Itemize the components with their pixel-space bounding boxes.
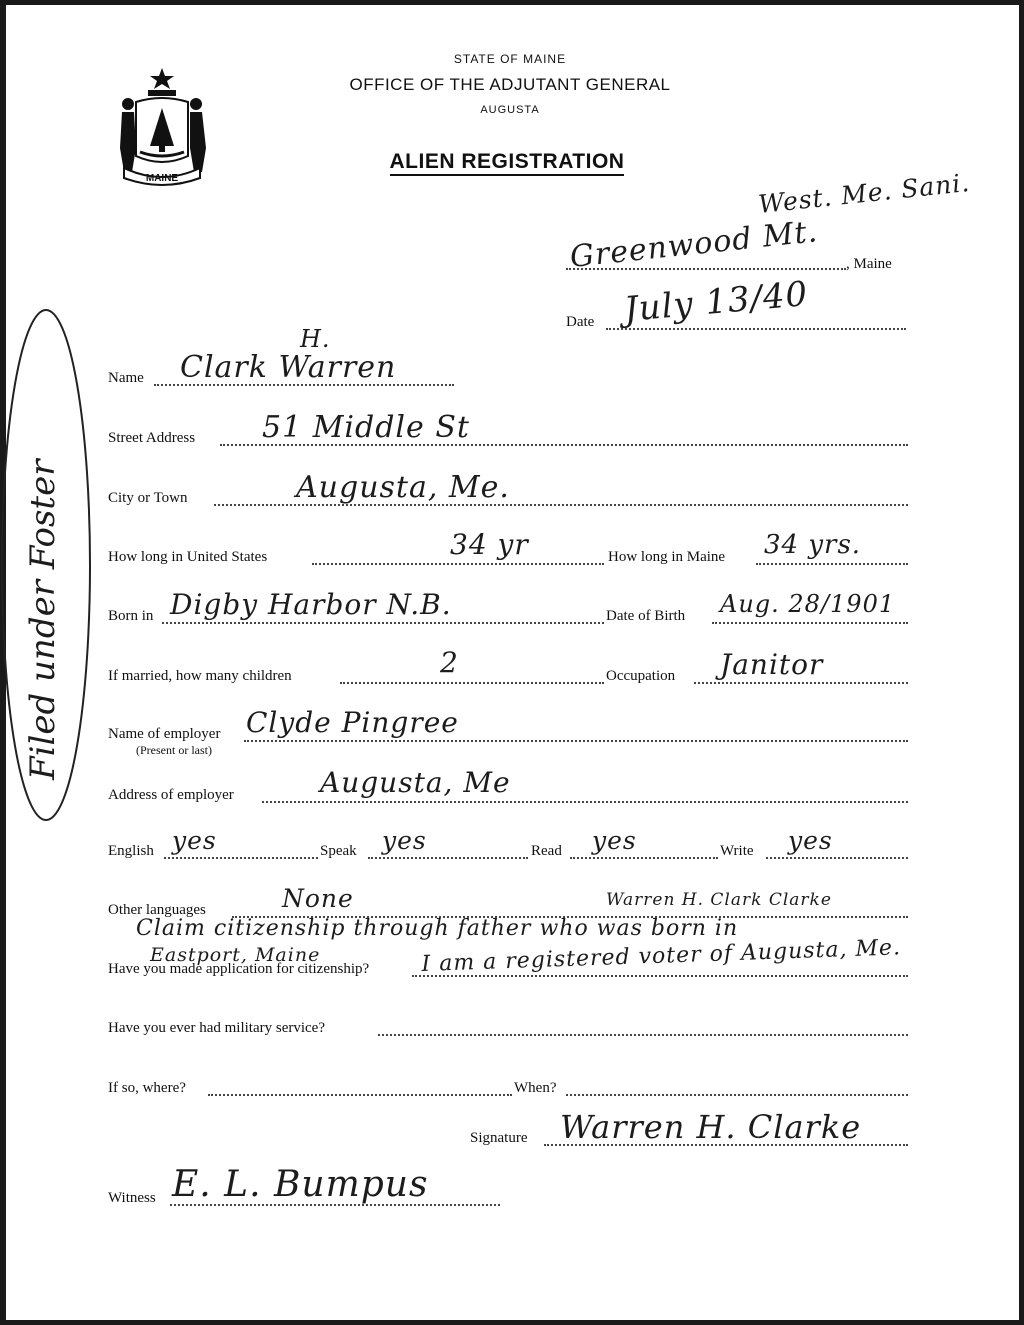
- name-label: Name: [108, 370, 144, 386]
- city-label: City or Town: [108, 490, 188, 506]
- read-label: Read: [531, 843, 562, 859]
- scan-border-right: [1019, 0, 1024, 1325]
- signature-label: Signature: [470, 1130, 528, 1146]
- handwritten-claim-place: Eastport, Maine: [150, 944, 321, 966]
- header-office: OFFICE OF THE ADJUTANT GENERAL: [349, 75, 671, 94]
- date-line: [606, 328, 906, 330]
- scan-border-top: [0, 0, 1024, 5]
- witness-label: Witness: [108, 1190, 156, 1206]
- how-long-maine-label: How long in Maine: [608, 549, 726, 565]
- handwritten-speak: yes: [382, 826, 427, 855]
- svg-text:MAINE: MAINE: [145, 173, 179, 184]
- read-line: [570, 857, 718, 859]
- handwritten-years-maine: 34 yrs.: [764, 530, 862, 560]
- handwritten-employer-address: Augusta, Me: [320, 766, 511, 799]
- handwritten-witness: E. L. Bumpus: [172, 1164, 429, 1205]
- write-line: [766, 857, 908, 859]
- how-long-us-line: [312, 563, 604, 565]
- occupation-label: Occupation: [606, 668, 676, 684]
- handwritten-years-us: 34 yr: [450, 528, 529, 561]
- form-title: ALIEN REGISTRATION: [0, 150, 1014, 174]
- handwritten-street: 51 Middle St: [262, 410, 470, 445]
- filed-under-side-note: [0, 300, 98, 830]
- employer-sublabel: (Present or last): [136, 743, 212, 757]
- header-state: STATE OF MAINE: [453, 52, 567, 66]
- handwritten-claim-note: Claim citizenship through father who was born in: [136, 916, 739, 941]
- svg-text:Filed under Foster: Filed under Foster: [23, 459, 63, 780]
- date-of-birth-line: [712, 622, 908, 624]
- handwritten-date-of-birth: Aug. 28/1901: [720, 590, 896, 618]
- employer-label: Name of employer: [108, 726, 221, 742]
- born-in-line: [162, 622, 604, 624]
- where-line: [208, 1094, 512, 1096]
- when-line: [566, 1094, 908, 1096]
- maine-suffix-label: , Maine: [846, 256, 892, 272]
- handwritten-date: July 13/40: [622, 274, 810, 330]
- employer-line: [244, 740, 908, 742]
- scan-border-bottom: [0, 1320, 1024, 1325]
- how-long-maine-line: [756, 563, 908, 565]
- handwritten-alias-note: Warren H. Clark Clarke: [606, 890, 832, 910]
- handwritten-city: Augusta, Me.: [296, 470, 510, 505]
- date-label: Date: [566, 314, 595, 330]
- other-languages-label: Other languages: [108, 902, 206, 918]
- when-label: When?: [514, 1080, 557, 1096]
- handwritten-other-languages: None: [282, 884, 354, 913]
- occupation-line: [694, 682, 908, 684]
- handwritten-occupation: Janitor: [720, 648, 824, 681]
- english-label: English: [108, 843, 154, 859]
- handwritten-place-top: West. Me. Sani.: [756, 167, 972, 219]
- header-city: AUGUSTA: [480, 104, 540, 116]
- speak-label: Speak: [320, 843, 357, 859]
- handwritten-english: yes: [172, 826, 217, 855]
- how-long-us-label: How long in United States: [108, 549, 268, 565]
- handwritten-read: yes: [592, 826, 637, 855]
- handwritten-name: Clark Warren: [180, 350, 397, 385]
- speak-line: [368, 857, 528, 859]
- handwritten-born-in: Digby Harbor N.B.: [170, 588, 452, 621]
- citizenship-label: Have you made application for citizenship?: [108, 961, 370, 977]
- date-of-birth-label: Date of Birth: [606, 608, 686, 624]
- children-line: [340, 682, 604, 684]
- handwritten-children: 2: [440, 646, 459, 679]
- military-service-label: Have you ever had military service?: [108, 1020, 325, 1036]
- if-so-where-label: If so, where?: [108, 1080, 186, 1096]
- handwritten-name-insert: H.: [300, 325, 331, 353]
- born-in-label: Born in: [108, 608, 154, 624]
- handwritten-citizenship: I am a registered voter of Augusta, Me.: [421, 935, 902, 977]
- handwritten-employer: Clyde Pingree: [246, 706, 459, 739]
- write-label: Write: [720, 843, 754, 859]
- handwritten-signature: Warren H. Clarke: [560, 1108, 862, 1146]
- employer-address-line: [262, 801, 908, 803]
- citizenship-line: [412, 975, 908, 977]
- handwritten-place: Greenwood Mt.: [568, 214, 820, 275]
- children-label: If married, how many children: [108, 668, 292, 684]
- street-address-label: Street Address: [108, 430, 196, 446]
- employer-address-label: Address of employer: [108, 787, 234, 803]
- handwritten-write: yes: [788, 826, 833, 855]
- english-line: [164, 857, 318, 859]
- military-service-line: [378, 1034, 908, 1036]
